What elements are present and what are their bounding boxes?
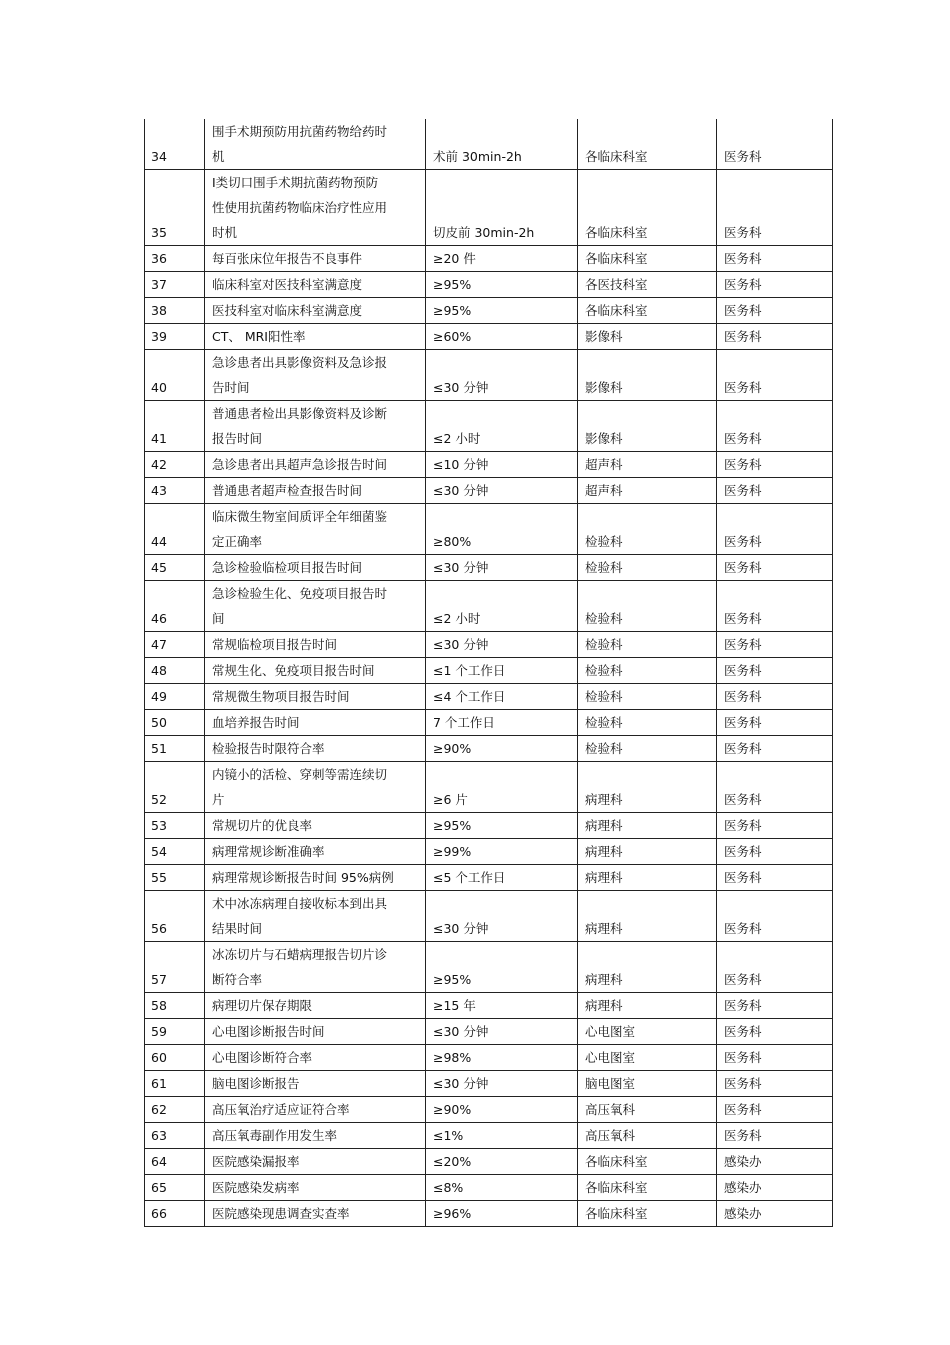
responsible-department: 各临床科室 (578, 246, 717, 272)
supervising-office: 医务科 (717, 1019, 833, 1045)
table-row (145, 684, 833, 710)
row-number: 58 (145, 993, 205, 1019)
indicator-name-line: 性使用抗菌药物临床治疗性应用 (212, 200, 388, 215)
responsible-department: 病理科 (578, 993, 717, 1019)
indicator-name (205, 632, 426, 658)
table-row (145, 324, 833, 350)
indicator-name-line: 机 (212, 149, 225, 164)
table-row (145, 350, 833, 401)
responsible-department: 各临床科室 (578, 1149, 717, 1175)
indicator-name (205, 658, 426, 684)
target-value: ≥95% (426, 813, 578, 839)
supervising-office: 医务科 (717, 942, 833, 993)
indicator-name-line: 片 (212, 792, 225, 807)
indicator-name (205, 478, 426, 504)
indicator-name-line: 心电图诊断符合率 (212, 1050, 313, 1065)
indicator-name-line: 普通患者检出具影像资料及诊断 (212, 406, 388, 421)
table-row (145, 762, 833, 813)
row-number: 35 (145, 170, 205, 246)
table-row (145, 710, 833, 736)
target-value: ≥96% (426, 1201, 578, 1227)
row-number: 55 (145, 865, 205, 891)
indicator-name (205, 1019, 426, 1045)
supervising-office: 医务科 (717, 993, 833, 1019)
target-value: ≥90% (426, 1097, 578, 1123)
table-row (145, 119, 833, 170)
row-number: 63 (145, 1123, 205, 1149)
indicator-name (205, 1097, 426, 1123)
supervising-office: 医务科 (717, 736, 833, 762)
indicator-name-line: 每百张床位年报告不良事件 (212, 251, 363, 266)
table-row (145, 272, 833, 298)
row-number: 65 (145, 1175, 205, 1201)
indicator-name (205, 710, 426, 736)
indicator-name-line: 常规生化、免疫项目报告时间 (212, 663, 375, 678)
indicator-name (205, 298, 426, 324)
responsible-department: 高压氧科 (578, 1123, 717, 1149)
table-row (145, 1071, 833, 1097)
supervising-office: 医务科 (717, 119, 833, 170)
indicator-name-line: 急诊患者出具超声急诊报告时间 (212, 457, 388, 472)
table-row (145, 658, 833, 684)
indicator-name (205, 865, 426, 891)
indicator-name-line: 报告时间 (212, 431, 263, 446)
row-number: 41 (145, 401, 205, 452)
target-value: ≥98% (426, 1045, 578, 1071)
table-row (145, 942, 833, 993)
indicator-name (205, 1071, 426, 1097)
row-number: 47 (145, 632, 205, 658)
table-row (145, 246, 833, 272)
supervising-office: 医务科 (717, 581, 833, 632)
table-row (145, 632, 833, 658)
responsible-department: 病理科 (578, 865, 717, 891)
row-number: 62 (145, 1097, 205, 1123)
supervising-office: 医务科 (717, 1123, 833, 1149)
indicator-name-line: 围手术期预防用抗菌药物给药时 (212, 124, 388, 139)
indicator-name-line: 病理常规诊断报告时间 95%病例 (212, 870, 394, 885)
target-value: ≤8% (426, 1175, 578, 1201)
supervising-office: 医务科 (717, 272, 833, 298)
indicator-name (205, 119, 426, 170)
indicator-name (205, 1123, 426, 1149)
indicator-name-line: 术中冰冻病理自接收标本到出具 (212, 896, 388, 911)
target-value: ≤10 分钟 (426, 452, 578, 478)
indicator-name-line: 医院感染发病率 (212, 1180, 300, 1195)
indicator-name (205, 993, 426, 1019)
target-value: ≤20% (426, 1149, 578, 1175)
row-number: 42 (145, 452, 205, 478)
row-number: 60 (145, 1045, 205, 1071)
supervising-office: 医务科 (717, 658, 833, 684)
responsible-department: 各临床科室 (578, 119, 717, 170)
responsible-department: 各临床科室 (578, 1175, 717, 1201)
row-number: 37 (145, 272, 205, 298)
target-value: ≥6 片 (426, 762, 578, 813)
row-number: 61 (145, 1071, 205, 1097)
row-number: 57 (145, 942, 205, 993)
indicator-name (205, 684, 426, 710)
indicator-name (205, 1175, 426, 1201)
table-row (145, 993, 833, 1019)
indicator-name (205, 813, 426, 839)
responsible-department: 检验科 (578, 684, 717, 710)
table-row (145, 504, 833, 555)
indicator-name-line: 急诊检验生化、免疫项目报告时 (212, 586, 388, 601)
supervising-office: 感染办 (717, 1175, 833, 1201)
indicator-name-line: 病理切片保存期限 (212, 998, 313, 1013)
indicator-name (205, 891, 426, 942)
supervising-office: 医务科 (717, 555, 833, 581)
table-row (145, 555, 833, 581)
indicator-name (205, 401, 426, 452)
responsible-department: 影像科 (578, 324, 717, 350)
indicator-name-line: CT、 MRI阳性率 (212, 329, 306, 344)
row-number: 56 (145, 891, 205, 942)
target-value: ≥80% (426, 504, 578, 555)
supervising-office: 医务科 (717, 246, 833, 272)
indicator-name (205, 762, 426, 813)
indicator-name (205, 350, 426, 401)
target-value: ≤5 个工作日 (426, 865, 578, 891)
target-value: ≤1 个工作日 (426, 658, 578, 684)
supervising-office: 医务科 (717, 813, 833, 839)
table-row (145, 401, 833, 452)
target-value: ≥60% (426, 324, 578, 350)
table-row (145, 1045, 833, 1071)
supervising-office: 医务科 (717, 1097, 833, 1123)
indicator-name (205, 555, 426, 581)
responsible-department: 检验科 (578, 581, 717, 632)
responsible-department: 各临床科室 (578, 170, 717, 246)
indicator-table-container (144, 119, 832, 1227)
table-row (145, 1175, 833, 1201)
table-row (145, 891, 833, 942)
row-number: 53 (145, 813, 205, 839)
row-number: 49 (145, 684, 205, 710)
indicator-name (205, 452, 426, 478)
indicator-name (205, 504, 426, 555)
indicator-name-line: 告时间 (212, 380, 250, 395)
indicator-name (205, 942, 426, 993)
indicator-name-line: 断符合率 (212, 972, 263, 987)
responsible-department: 高压氧科 (578, 1097, 717, 1123)
responsible-department: 各临床科室 (578, 298, 717, 324)
supervising-office: 医务科 (717, 298, 833, 324)
indicator-name-line: 脑电图诊断报告 (212, 1076, 300, 1091)
quality-indicator-table (144, 119, 833, 1227)
supervising-office: 医务科 (717, 632, 833, 658)
indicator-name (205, 246, 426, 272)
indicator-name (205, 839, 426, 865)
indicator-name-line: 普通患者超声检查报告时间 (212, 483, 363, 498)
indicator-name-line: 常规切片的优良率 (212, 818, 313, 833)
responsible-department: 检验科 (578, 555, 717, 581)
indicator-name-line: 时机 (212, 225, 238, 240)
row-number: 34 (145, 119, 205, 170)
target-value: ≥95% (426, 942, 578, 993)
responsible-department: 各医技科室 (578, 272, 717, 298)
indicator-name (205, 272, 426, 298)
indicator-name (205, 170, 426, 246)
target-value: ≤30 分钟 (426, 1071, 578, 1097)
row-number: 43 (145, 478, 205, 504)
row-number: 51 (145, 736, 205, 762)
responsible-department: 检验科 (578, 736, 717, 762)
target-value: ≥15 年 (426, 993, 578, 1019)
row-number: 40 (145, 350, 205, 401)
indicator-name-line: 常规临检项目报告时间 (212, 637, 338, 652)
target-value: 术前 30min-2h (426, 119, 578, 170)
target-value: ≤4 个工作日 (426, 684, 578, 710)
indicator-name-line: 心电图诊断报告时间 (212, 1024, 325, 1039)
indicator-name-line: 急诊患者出具影像资料及急诊报 (212, 355, 388, 370)
indicator-name-line: 检验报告时限符合率 (212, 741, 325, 756)
row-number: 39 (145, 324, 205, 350)
indicator-name-line: 医院感染漏报率 (212, 1154, 300, 1169)
target-value: ≥99% (426, 839, 578, 865)
target-value: ≤30 分钟 (426, 350, 578, 401)
row-number: 44 (145, 504, 205, 555)
row-number: 50 (145, 710, 205, 736)
table-row (145, 839, 833, 865)
responsible-department: 心电图室 (578, 1019, 717, 1045)
row-number: 52 (145, 762, 205, 813)
row-number: 36 (145, 246, 205, 272)
row-number: 48 (145, 658, 205, 684)
indicator-name (205, 736, 426, 762)
supervising-office: 医务科 (717, 452, 833, 478)
responsible-department: 病理科 (578, 839, 717, 865)
target-value: ≥95% (426, 272, 578, 298)
indicator-name-line: 急诊检验临检项目报告时间 (212, 560, 363, 575)
row-number: 46 (145, 581, 205, 632)
table-row (145, 865, 833, 891)
indicator-name (205, 1149, 426, 1175)
responsible-department: 检验科 (578, 658, 717, 684)
responsible-department: 病理科 (578, 813, 717, 839)
responsible-department: 影像科 (578, 350, 717, 401)
row-number: 66 (145, 1201, 205, 1227)
table-row (145, 452, 833, 478)
supervising-office: 医务科 (717, 891, 833, 942)
supervising-office: 医务科 (717, 478, 833, 504)
target-value: ≤2 小时 (426, 401, 578, 452)
indicator-name-line: 常规微生物项目报告时间 (212, 689, 350, 704)
target-value: ≤30 分钟 (426, 1019, 578, 1045)
indicator-name-line: 临床科室对医技科室满意度 (212, 277, 363, 292)
table-row (145, 478, 833, 504)
row-number: 54 (145, 839, 205, 865)
indicator-name (205, 1201, 426, 1227)
indicator-name-line: 高压氧治疗适应证符合率 (212, 1102, 350, 1117)
supervising-office: 医务科 (717, 865, 833, 891)
indicator-name (205, 324, 426, 350)
indicator-name-line: 内镜小的活检、穿刺等需连续切 (212, 767, 388, 782)
table-row (145, 170, 833, 246)
indicator-name-line: 血培养报告时间 (212, 715, 300, 730)
supervising-office: 医务科 (717, 1045, 833, 1071)
target-value: 切皮前 30min-2h (426, 170, 578, 246)
supervising-office: 医务科 (717, 324, 833, 350)
row-number: 64 (145, 1149, 205, 1175)
target-value: 7 个工作日 (426, 710, 578, 736)
indicator-name (205, 1045, 426, 1071)
table-row (145, 298, 833, 324)
responsible-department: 脑电图室 (578, 1071, 717, 1097)
supervising-office: 医务科 (717, 504, 833, 555)
indicator-name-line: 高压氧毒副作用发生率 (212, 1128, 338, 1143)
table-row (145, 581, 833, 632)
target-value: ≤30 分钟 (426, 478, 578, 504)
supervising-office: 医务科 (717, 1071, 833, 1097)
supervising-office: 感染办 (717, 1201, 833, 1227)
target-value: ≤30 分钟 (426, 632, 578, 658)
indicator-name-line: 病理常规诊断准确率 (212, 844, 325, 859)
target-value: ≤30 分钟 (426, 555, 578, 581)
supervising-office: 医务科 (717, 684, 833, 710)
target-value: ≤30 分钟 (426, 891, 578, 942)
target-value: ≥90% (426, 736, 578, 762)
target-value: ≥20 件 (426, 246, 578, 272)
row-number: 59 (145, 1019, 205, 1045)
indicator-name-line: 临床微生物室间质评全年细菌鉴 (212, 509, 388, 524)
table-body (145, 119, 833, 1227)
target-value: ≤1% (426, 1123, 578, 1149)
responsible-department: 病理科 (578, 891, 717, 942)
indicator-name (205, 581, 426, 632)
indicator-name-line: 医院感染现患调查实查率 (212, 1206, 350, 1221)
target-value: ≤2 小时 (426, 581, 578, 632)
row-number: 45 (145, 555, 205, 581)
responsible-department: 病理科 (578, 942, 717, 993)
supervising-office: 医务科 (717, 350, 833, 401)
supervising-office: 医务科 (717, 710, 833, 736)
supervising-office: 医务科 (717, 401, 833, 452)
indicator-name-line: 间 (212, 611, 225, 626)
table-row (145, 736, 833, 762)
supervising-office: 医务科 (717, 762, 833, 813)
indicator-name-line: 结果时间 (212, 921, 263, 936)
responsible-department: 超声科 (578, 478, 717, 504)
responsible-department: 各临床科室 (578, 1201, 717, 1227)
responsible-department: 影像科 (578, 401, 717, 452)
row-number: 38 (145, 298, 205, 324)
table-row (145, 1019, 833, 1045)
indicator-name-line: 定正确率 (212, 534, 263, 549)
responsible-department: 检验科 (578, 632, 717, 658)
supervising-office: 感染办 (717, 1149, 833, 1175)
indicator-name-line: 冰冻切片与石蜡病理报告切片诊 (212, 947, 388, 962)
table-row (145, 813, 833, 839)
supervising-office: 医务科 (717, 170, 833, 246)
responsible-department: 检验科 (578, 504, 717, 555)
responsible-department: 检验科 (578, 710, 717, 736)
table-row (145, 1097, 833, 1123)
table-row (145, 1201, 833, 1227)
responsible-department: 心电图室 (578, 1045, 717, 1071)
supervising-office: 医务科 (717, 839, 833, 865)
responsible-department: 病理科 (578, 762, 717, 813)
indicator-name-line: 医技科室对临床科室满意度 (212, 303, 363, 318)
indicator-name-line: Ⅰ类切口围手术期抗菌药物预防 (212, 175, 379, 190)
responsible-department: 超声科 (578, 452, 717, 478)
table-row (145, 1149, 833, 1175)
target-value: ≥95% (426, 298, 578, 324)
table-row (145, 1123, 833, 1149)
